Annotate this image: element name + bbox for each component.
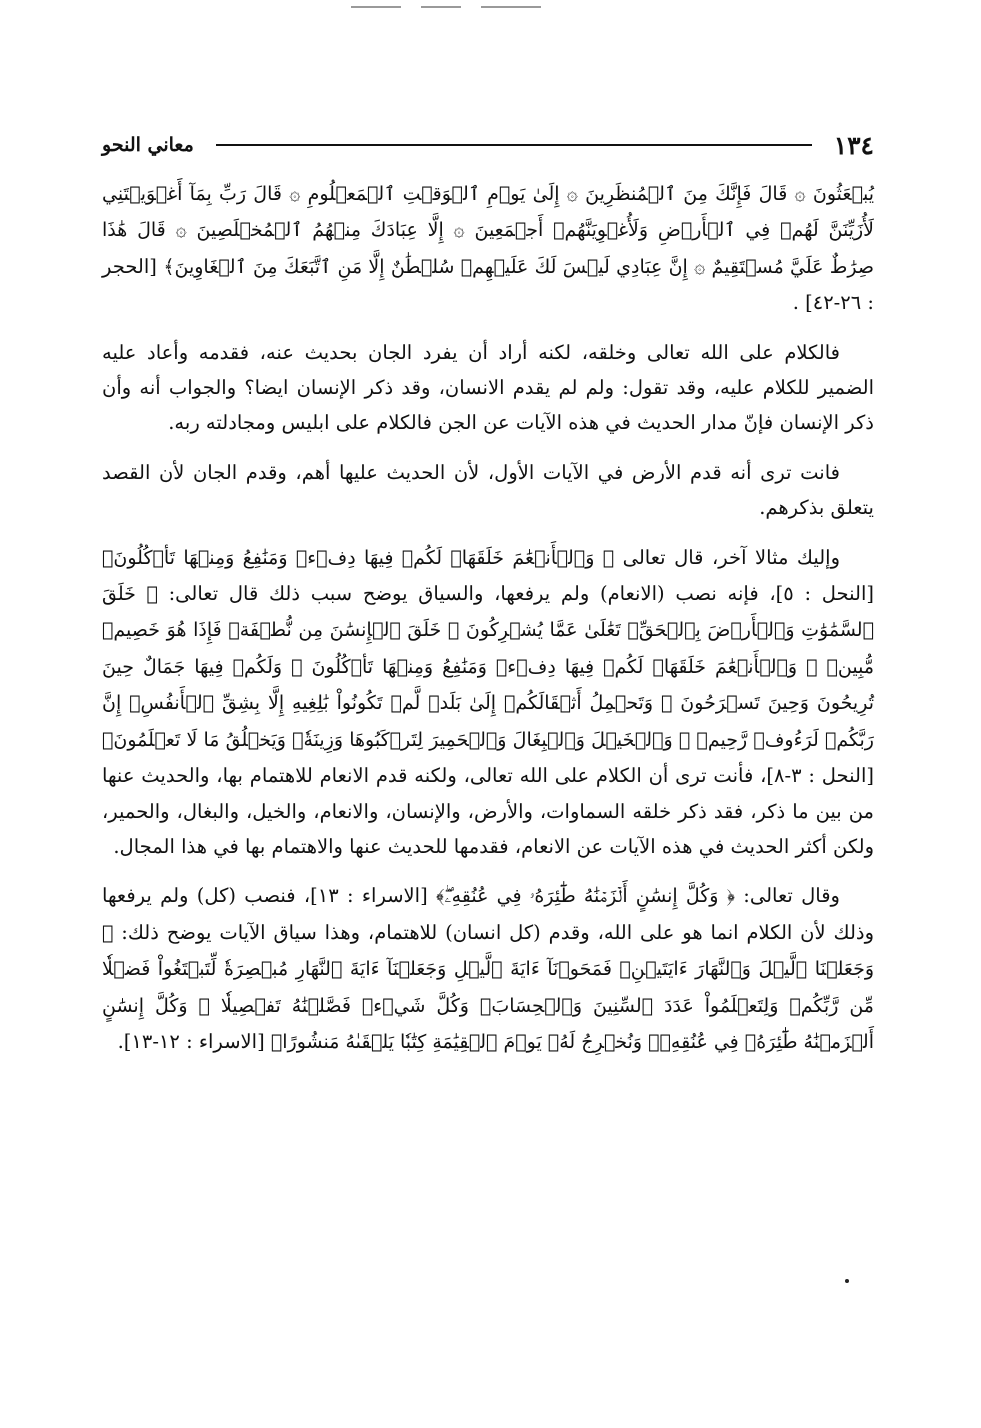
verse-citation: [الحجر : ٢٦-٤٢] . bbox=[102, 254, 874, 315]
body-text: [الاسراء : ١٣]، فنصب (كل) ولم يرفعها وذلك لأن الكلام انما هو على الله، وقدم (كل انسان) للاهتمام، وهذا سياق الآيات يوضح ذلك: bbox=[102, 884, 874, 944]
body-text: فالكلام على الله تعالى وخلقه، لكنه أراد أن يفرد الجان بحديث عنه، فقدمه وأعاد عليه الضمير للكلام عليه، وقد تقول: ولم لم يقدم الانسان، وقد ذكر الإنسان ايضا؟ والجواب أنه وأن ذكر الإنسان فإنّ مدار الحديث في هذه الآيات عن الجن فالكلام على ابليس ومجادلته ربه. bbox=[102, 340, 874, 435]
body-text: [النحل : ٥]، فإنه نصب (الانعام) ولم يرفعها، والسياق يوضح سبب ذلك قال تعالى: bbox=[157, 582, 874, 606]
body-text: [الاسراء : ١٢-١٣]. bbox=[117, 1029, 271, 1053]
page-body bbox=[102, 176, 874, 1074]
scan-artifact-line bbox=[481, 6, 541, 8]
scan-artifact-line bbox=[351, 6, 401, 8]
header-rule bbox=[216, 144, 812, 146]
paragraph bbox=[102, 540, 874, 865]
stray-dot bbox=[845, 1279, 849, 1283]
quran-verse: ﴿ وَجَعَلۡنَا ٱلَّيۡلَ وَٱلنَّهَارَ ءَايَتَيۡنِۖ فَمَحَوۡنَآ ءَايَةَ ٱلَّيۡلِ وَجَعَلۡنَآ ءَايَةَ ٱلنَّهَارِ مُبۡصِرَةٗ لِّتَبۡتَغُواْ فَضۡلٗا مِّن رَّبِّكُمۡ وَلِتَعۡلَمُواْ عَدَدَ ٱلسِّنِينَ وَٱلۡحِسَابَۚ وَكُلَّ شَيۡءٖ فَصَّلۡنَٰهُ تَفۡصِيلٗا ۞ وَكُلَّ إِنسَٰنٍ أَلۡزَمۡنَٰهُ طَٰٓئِرَهُۥ فِي عُنُقِهِۦۖ وَنُخۡرِجُ لَهُۥ يَوۡمَ ٱلۡقِيَٰمَةِ كِتَٰبٗا يَلۡقَىٰهُ مَنشُورًا﴾ bbox=[102, 921, 874, 1053]
paragraph bbox=[102, 335, 874, 441]
page-number: ١٣٤ bbox=[833, 130, 874, 160]
body-text: فانت ترى أنه قدم الأرض في الآيات الأول، لأن الحديث عليها أهم، وقدم الجان لأن القصد يتعلق بذكرهم. bbox=[102, 460, 874, 520]
paragraph bbox=[102, 176, 874, 321]
quran-verse: يُبۡعَثُونَ ۞ قَالَ فَإِنَّكَ مِنَ ٱلۡمُنظَرِينَ ۞ إِلَىٰ يَوۡمِ ٱلۡوَقۡتِ ٱلۡمَعۡلُومِ ۞ قَالَ رَبِّ بِمَآ أَغۡوَيۡتَنِي لَأُزَيِّنَنَّ لَهُمۡ فِي ٱلۡأَرۡضِ وَلَأُغۡوِيَنَّهُمۡ أَجۡمَعِينَ ۞ إِلَّا عِبَادَكَ مِنۡهُمُ ٱلۡمُخۡلَصِينَ ۞ قَالَ هَٰذَا صِرَٰطٌ عَلَيَّ مُسۡتَقِيمٌ ۞ إِنَّ عِبَادِي لَيۡسَ لَكَ عَلَيۡهِمۡ سُلۡطَٰنٌ إِلَّا مَنِ ٱتَّبَعَكَ مِنَ ٱلۡغَاوِينَ﴾ bbox=[102, 183, 874, 278]
paragraph bbox=[102, 455, 874, 526]
body-text: وقال تعالى: bbox=[735, 884, 840, 908]
quran-verse: ﴿ خَلَقَ ٱلسَّمَٰوَٰتِ وَٱلۡأَرۡضَ بِٱلۡحَقِّۚ تَعَٰلَىٰ عَمَّا يُشۡرِكُونَ ۞ خَلَقَ ٱلۡإِنسَٰنَ مِن نُّطۡفَةٖ فَإِذَا هُوَ خَصِيمٞ مُّبِينٞ ۞ وَٱلۡأَنۡعَٰمَ خَلَقَهَاۖ لَكُمۡ فِيهَا دِفۡءٞ وَمَنَٰفِعُ وَمِنۡهَا تَأۡكُلُونَ ۞ وَلَكُمۡ فِيهَا جَمَالٌ حِينَ تُرِيحُونَ وَحِينَ تَسۡرَحُونَ ۞ وَتَحۡمِلُ أَثۡقَالَكُمۡ إِلَىٰ بَلَدٖ لَّمۡ تَكُونُواْ بَٰلِغِيهِ إِلَّا بِشِقِّ ٱلۡأَنفُسِۚ إِنَّ رَبَّكُمۡ لَرَءُوفٞ رَّحِيمٞ ۞ وَٱلۡخَيۡلَ وَٱلۡبِغَالَ وَٱلۡحَمِيرَ لِتَرۡكَبُوهَا وَزِينَةٗۚ وَيَخۡلُقُ مَا لَا تَعۡلَمُونَ﴾ bbox=[102, 583, 874, 751]
body-text: [النحل : ٣-٨]، فأنت ترى أن الكلام على الله تعالى، ولكنه قدم الانعام للاهتمام بها، والحديث عنها من بين ما ذكر، فقد ذكر خلقه السماوات، والأرض، والإنسان، والانعام، والخيل، والبغال، والحمير، ولكن أكثر الحديث في هذه الآيات عن الانعام، فقدمها للحديث عنها والاهتمام بها في هذا المجال. bbox=[102, 764, 874, 858]
book-title: معاني النحو bbox=[102, 134, 194, 156]
body-text: وإليك مثالا آخر، قال تعالى bbox=[614, 545, 840, 569]
quran-verse: ﴿ وَٱلۡأَنۡعَٰمَ خَلَقَهَاۖ لَكُمۡ فِيهَا دِفۡءٞ وَمَنَٰفِعُ وَمِنۡهَا تَأۡكُلُونَ﴾ bbox=[102, 546, 615, 569]
paragraph bbox=[102, 878, 874, 1060]
scan-artifact-line bbox=[421, 6, 461, 8]
quran-verse: ﴿ وَكُلَّ إِنسَٰنٍ أَلۡزَمۡنَٰهُ طَٰٓئِرَهُۥ فِي عُنُقِهِۦۖ﴾ bbox=[435, 885, 735, 908]
page-header bbox=[102, 125, 874, 165]
